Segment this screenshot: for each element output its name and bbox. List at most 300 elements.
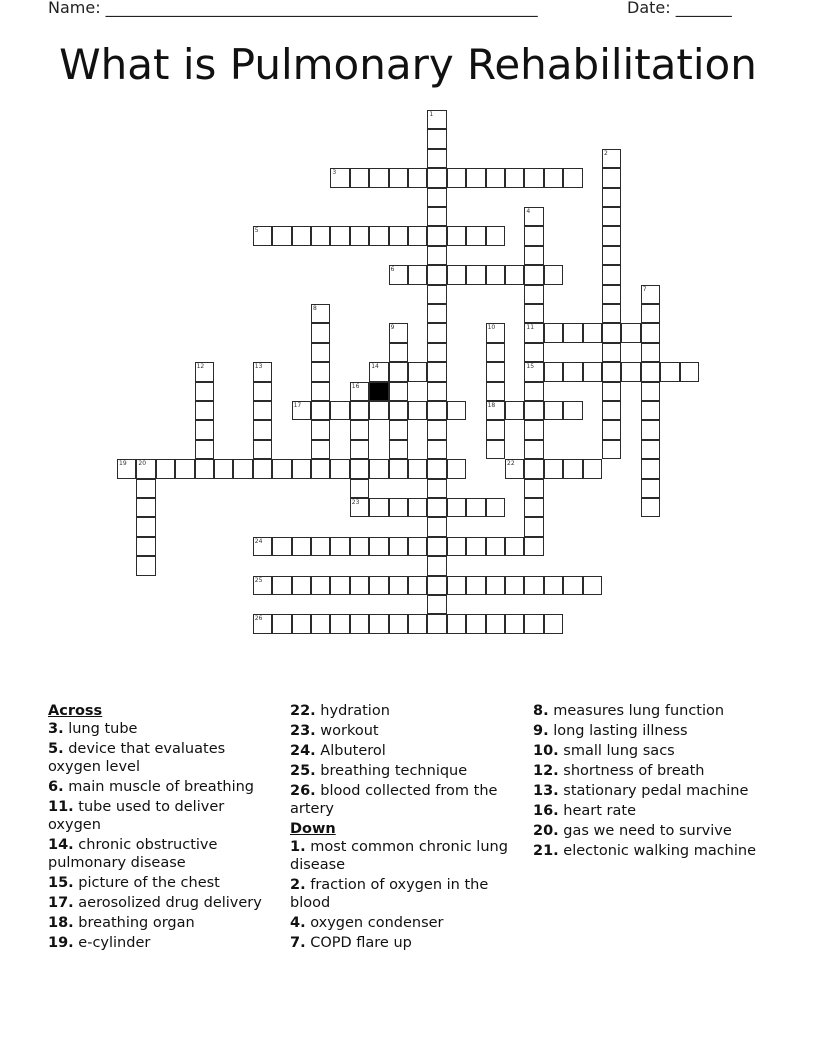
crossword-cell[interactable] — [389, 576, 408, 595]
clue-item — [533, 822, 768, 840]
crossword-cell[interactable] — [292, 614, 311, 633]
crossword-cell[interactable] — [311, 382, 330, 401]
crossword-cell[interactable] — [350, 440, 369, 459]
crossword-cell[interactable] — [330, 168, 349, 187]
clue-number: 22 — [507, 460, 515, 468]
crossword-cell[interactable] — [486, 401, 505, 420]
crossword-cell[interactable] — [563, 576, 582, 595]
crossword-cell[interactable] — [602, 168, 621, 187]
clue-item — [290, 782, 515, 818]
name-field[interactable]: Name: ______________________________________________________ — [48, 0, 538, 17]
clue-item — [533, 782, 768, 800]
crossword-cell[interactable] — [350, 576, 369, 595]
crossword-cell[interactable] — [447, 168, 466, 187]
crossword-cell[interactable] — [292, 226, 311, 245]
crossword-cell[interactable] — [524, 226, 543, 245]
crossword-cell[interactable] — [466, 498, 485, 517]
crossword-cell[interactable] — [641, 440, 660, 459]
crossword-cell[interactable] — [583, 323, 602, 342]
crossword-cell[interactable] — [117, 459, 136, 478]
crossword-cell[interactable] — [427, 576, 446, 595]
crossword-cell[interactable] — [427, 459, 446, 478]
crossword-cell[interactable] — [350, 614, 369, 633]
page-title: What is Pulmonary Rehabilitation — [59, 40, 757, 89]
crossword-cell[interactable] — [408, 265, 427, 284]
crossword-cell[interactable] — [389, 168, 408, 187]
crossword-cell[interactable] — [408, 537, 427, 556]
crossword-cell[interactable] — [563, 362, 582, 381]
crossword-cell[interactable] — [505, 401, 524, 420]
crossword-cell[interactable] — [466, 226, 485, 245]
crossword-cell[interactable] — [427, 246, 446, 265]
crossword-cell[interactable] — [369, 226, 388, 245]
crossword-cell[interactable] — [369, 362, 388, 381]
crossword-cell[interactable] — [524, 459, 543, 478]
clue-text: main muscle of breathing — [68, 779, 254, 795]
crossword-cell[interactable] — [389, 362, 408, 381]
clue-item — [290, 876, 515, 912]
crossword-cell[interactable] — [311, 537, 330, 556]
clue-text: fraction of oxygen in the blood — [290, 877, 489, 911]
clue-text: device that evaluates oxygen level — [48, 741, 226, 775]
crossword-cell[interactable] — [389, 614, 408, 633]
crossword-cell[interactable] — [427, 498, 446, 517]
crossword-cell[interactable] — [641, 459, 660, 478]
crossword-cell[interactable] — [330, 614, 349, 633]
crossword-cell[interactable] — [680, 362, 699, 381]
crossword-cell[interactable] — [524, 614, 543, 633]
crossword-cell[interactable] — [408, 459, 427, 478]
crossword-cell[interactable] — [427, 323, 446, 342]
crossword-cell[interactable] — [447, 498, 466, 517]
crossword-cell[interactable] — [389, 537, 408, 556]
crossword-cell[interactable] — [389, 226, 408, 245]
crossword-cell[interactable] — [408, 576, 427, 595]
crossword-cell[interactable] — [389, 382, 408, 401]
crossword-cell[interactable] — [292, 537, 311, 556]
crossword-cell[interactable] — [544, 168, 563, 187]
crossword-cell[interactable] — [195, 440, 214, 459]
crossword-cell[interactable] — [524, 343, 543, 362]
clue-number: 5 — [254, 227, 259, 235]
crossword-cell[interactable] — [602, 207, 621, 226]
crossword-cell[interactable] — [195, 362, 214, 381]
clue-item — [48, 778, 273, 796]
clue-number: 12 — [196, 363, 205, 371]
crossword-cell[interactable] — [408, 226, 427, 245]
crossword-cell[interactable] — [272, 576, 291, 595]
crossword-cell[interactable] — [505, 459, 524, 478]
clue-item — [533, 742, 768, 760]
crossword-cell[interactable] — [156, 459, 175, 478]
clue-text: oxygen condenser — [310, 915, 444, 931]
crossword-cell[interactable] — [214, 459, 233, 478]
crossword-cell[interactable] — [408, 498, 427, 517]
crossword-cell[interactable] — [311, 614, 330, 633]
clue-text: breathing organ — [78, 915, 195, 931]
crossword-cell[interactable] — [466, 168, 485, 187]
crossword-cell[interactable] — [389, 265, 408, 284]
crossword-cell[interactable] — [195, 401, 214, 420]
crossword-cell[interactable] — [175, 459, 194, 478]
clue-number-label: 23. — [290, 723, 316, 739]
crossword-cell[interactable] — [427, 517, 446, 536]
crossword-cell[interactable] — [486, 420, 505, 439]
clue-text: heart rate — [563, 803, 637, 819]
crossword-cell[interactable] — [641, 401, 660, 420]
crossword-cell[interactable] — [602, 343, 621, 362]
crossword-cell[interactable] — [195, 459, 214, 478]
crossword-cell[interactable] — [253, 537, 272, 556]
clue-number: 20 — [138, 460, 147, 468]
crossword-cell[interactable] — [427, 110, 446, 129]
crossword-cell[interactable] — [505, 168, 524, 187]
crossword-cell[interactable] — [486, 537, 505, 556]
crossword-cell[interactable] — [602, 401, 621, 420]
crossword-cell[interactable] — [544, 576, 563, 595]
clue-text: e-cylinder — [78, 935, 151, 951]
crossword-cell[interactable] — [583, 576, 602, 595]
crossword-cell[interactable] — [408, 401, 427, 420]
crossword-cell[interactable] — [369, 401, 388, 420]
crossword-cell[interactable] — [136, 498, 155, 517]
crossword-cell[interactable] — [272, 226, 291, 245]
crossword-cell[interactable] — [602, 323, 621, 342]
crossword-cell[interactable] — [427, 537, 446, 556]
crossword-cell[interactable] — [641, 479, 660, 498]
clue-text: hydration — [320, 703, 390, 719]
crossword-cell[interactable] — [330, 576, 349, 595]
crossword-cell[interactable] — [486, 265, 505, 284]
clue-number: 3 — [332, 169, 337, 177]
crossword-cell[interactable] — [447, 459, 466, 478]
section-heading-across: Across — [48, 703, 103, 719]
crossword-cell[interactable] — [408, 168, 427, 187]
crossword-cell[interactable] — [389, 420, 408, 439]
crossword-cell[interactable] — [486, 440, 505, 459]
crossword-cell[interactable] — [253, 440, 272, 459]
crossword-cell[interactable] — [330, 537, 349, 556]
clue-number-label: 26. — [290, 783, 316, 799]
crossword-cell[interactable] — [136, 556, 155, 575]
crossword-cell[interactable] — [136, 459, 155, 478]
crossword-cell[interactable] — [466, 537, 485, 556]
crossword-cell[interactable] — [563, 168, 582, 187]
clue-text: shortness of breath — [563, 763, 705, 779]
crossword-cell[interactable] — [602, 440, 621, 459]
crossword-cell[interactable] — [641, 304, 660, 323]
crossword-cell[interactable] — [369, 168, 388, 187]
clue-number: 8 — [313, 305, 317, 312]
crossword-cell[interactable] — [389, 343, 408, 362]
crossword-cell[interactable] — [447, 537, 466, 556]
crossword-cell[interactable] — [389, 498, 408, 517]
clue-number: 14 — [371, 363, 379, 371]
crossword-cell[interactable] — [311, 323, 330, 342]
crossword-cell[interactable] — [602, 382, 621, 401]
crossword-cell[interactable] — [195, 382, 214, 401]
crossword-cell[interactable] — [369, 576, 388, 595]
crossword-cell[interactable] — [253, 401, 272, 420]
crossword-cell[interactable] — [505, 614, 524, 633]
crossword-cell[interactable] — [233, 459, 252, 478]
clue-number: 26 — [254, 615, 263, 623]
crossword-cell[interactable] — [505, 265, 524, 284]
clue-item — [290, 934, 515, 952]
crossword-cell[interactable] — [486, 226, 505, 245]
clue-number-label: 2. — [290, 877, 306, 893]
clue-number: 13 — [254, 363, 263, 371]
crossword-cell[interactable] — [447, 614, 466, 633]
crossword-cell[interactable] — [524, 382, 543, 401]
clue-item — [48, 720, 273, 738]
crossword-cell[interactable] — [369, 498, 388, 517]
crossword-cell[interactable] — [253, 576, 272, 595]
crossword-cell[interactable] — [486, 498, 505, 517]
crossword-cell[interactable] — [427, 168, 446, 187]
crossword-cell[interactable] — [427, 401, 446, 420]
crossword-cell[interactable] — [486, 614, 505, 633]
crossword-cell[interactable] — [369, 459, 388, 478]
crossword-cell[interactable] — [311, 304, 330, 323]
clue-text: Albuterol — [320, 743, 386, 759]
clue-number-label: 19. — [48, 935, 74, 951]
crossword-cell[interactable] — [272, 459, 291, 478]
crossword-cell[interactable] — [389, 401, 408, 420]
crossword-cell[interactable] — [602, 188, 621, 207]
clue-number-label: 6. — [48, 779, 64, 795]
crossword-cell[interactable] — [524, 285, 543, 304]
crossword-cell[interactable] — [602, 362, 621, 381]
clue-item — [290, 762, 515, 780]
crossword-block — [369, 382, 388, 401]
crossword-cell[interactable] — [544, 323, 563, 342]
crossword-cell[interactable] — [602, 226, 621, 245]
section-heading-down: Down — [290, 821, 336, 837]
clue-number-label: 12. — [533, 763, 559, 779]
crossword-cell[interactable] — [311, 459, 330, 478]
clue-item — [48, 894, 273, 912]
clue-text: stationary pedal machine — [563, 783, 749, 799]
crossword-cell[interactable] — [602, 149, 621, 168]
crossword-cell[interactable] — [253, 459, 272, 478]
crossword-cell[interactable] — [195, 420, 214, 439]
crossword-cell[interactable] — [427, 207, 446, 226]
crossword-cell[interactable] — [292, 401, 311, 420]
crossword-cell[interactable] — [427, 129, 446, 148]
crossword-cell[interactable] — [427, 382, 446, 401]
crossword-cell[interactable] — [427, 362, 446, 381]
clue-item — [290, 914, 515, 932]
clue-number: 4 — [526, 208, 531, 215]
crossword-cell[interactable] — [136, 517, 155, 536]
crossword-cell[interactable] — [524, 246, 543, 265]
crossword-cell[interactable] — [524, 207, 543, 226]
crossword-cell[interactable] — [369, 537, 388, 556]
crossword-cell[interactable] — [253, 226, 272, 245]
crossword-cell[interactable] — [253, 362, 272, 381]
crossword-cell[interactable] — [466, 576, 485, 595]
crossword-cell[interactable] — [660, 362, 679, 381]
clue-item — [290, 838, 515, 874]
crossword-cell[interactable] — [311, 576, 330, 595]
crossword-cell[interactable] — [641, 343, 660, 362]
crossword-cell[interactable] — [641, 420, 660, 439]
clue-number: 1 — [429, 111, 434, 118]
crossword-cell[interactable] — [311, 401, 330, 420]
crossword-cell[interactable] — [544, 265, 563, 284]
crossword-cell[interactable] — [505, 576, 524, 595]
crossword-cell[interactable] — [330, 459, 349, 478]
crossword-cell[interactable] — [505, 537, 524, 556]
crossword-cell[interactable] — [524, 304, 543, 323]
crossword-cell[interactable] — [427, 188, 446, 207]
crossword-cell[interactable] — [544, 401, 563, 420]
crossword-cell[interactable] — [641, 498, 660, 517]
crossword-cell[interactable] — [330, 226, 349, 245]
crossword-cell[interactable] — [486, 382, 505, 401]
crossword-cell[interactable] — [350, 226, 369, 245]
crossword-cell[interactable] — [427, 226, 446, 245]
crossword-cell[interactable] — [350, 459, 369, 478]
crossword-cell[interactable] — [272, 614, 291, 633]
crossword-cell[interactable] — [602, 304, 621, 323]
crossword-cell[interactable] — [486, 323, 505, 342]
crossword-cell[interactable] — [311, 440, 330, 459]
crossword-cell[interactable] — [427, 614, 446, 633]
crossword-cell[interactable] — [311, 420, 330, 439]
crossword-cell[interactable] — [641, 323, 660, 342]
crossword-cell[interactable] — [272, 537, 291, 556]
crossword-cell[interactable] — [524, 440, 543, 459]
crossword-cell[interactable] — [427, 285, 446, 304]
crossword-cell[interactable] — [350, 420, 369, 439]
crossword-cell[interactable] — [408, 614, 427, 633]
crossword-cell[interactable] — [427, 304, 446, 323]
crossword-cell[interactable] — [602, 265, 621, 284]
crossword-cell[interactable] — [427, 556, 446, 575]
crossword-cell[interactable] — [524, 401, 543, 420]
crossword-cell[interactable] — [427, 343, 446, 362]
crossword-cell[interactable] — [427, 420, 446, 439]
crossword-cell[interactable] — [369, 614, 388, 633]
crossword-cell[interactable] — [486, 343, 505, 362]
clue-number: 6 — [390, 266, 395, 274]
crossword-cell[interactable] — [641, 285, 660, 304]
crossword-cell[interactable] — [350, 537, 369, 556]
clue-item — [48, 836, 273, 872]
crossword-cell[interactable] — [621, 323, 640, 342]
crossword-cell[interactable] — [350, 479, 369, 498]
crossword-cell[interactable] — [447, 265, 466, 284]
crossword-cell[interactable] — [447, 576, 466, 595]
crossword-cell[interactable] — [427, 440, 446, 459]
clue-number: 2 — [604, 149, 608, 157]
crossword-cell[interactable] — [486, 168, 505, 187]
clue-column-2 — [290, 702, 515, 954]
crossword-cell[interactable] — [524, 323, 543, 342]
crossword-cell[interactable] — [350, 498, 369, 517]
clue-text: tube used to deliver oxygen — [48, 799, 225, 833]
clue-text: chronic obstructive pulmonary disease — [48, 837, 218, 871]
crossword-cell[interactable] — [389, 440, 408, 459]
crossword-cell[interactable] — [641, 382, 660, 401]
crossword-cell[interactable] — [447, 226, 466, 245]
clue-number-label: 24. — [290, 743, 316, 759]
crossword-cell[interactable] — [466, 614, 485, 633]
clue-item — [48, 874, 273, 892]
crossword-cell[interactable] — [427, 479, 446, 498]
crossword-cell[interactable] — [583, 459, 602, 478]
crossword-cell[interactable] — [253, 420, 272, 439]
crossword-cell[interactable] — [292, 459, 311, 478]
crossword-cell[interactable] — [544, 362, 563, 381]
crossword-cell[interactable] — [486, 576, 505, 595]
crossword-cell[interactable] — [544, 614, 563, 633]
crossword-cell[interactable] — [524, 517, 543, 536]
clue-text: workout — [320, 723, 379, 739]
crossword-cell[interactable] — [524, 168, 543, 187]
crossword-cell[interactable] — [408, 362, 427, 381]
crossword-cell[interactable] — [292, 576, 311, 595]
clue-item — [533, 802, 768, 820]
crossword-cell[interactable] — [602, 420, 621, 439]
clue-text: picture of the chest — [78, 875, 220, 891]
crossword-cell[interactable] — [311, 343, 330, 362]
crossword-cell[interactable] — [253, 382, 272, 401]
crossword-cell[interactable] — [524, 479, 543, 498]
crossword-cell[interactable] — [524, 576, 543, 595]
crossword-cell[interactable] — [524, 362, 543, 381]
crossword-cell[interactable] — [602, 246, 621, 265]
clue-number-label: 10. — [533, 743, 559, 759]
crossword-cell[interactable] — [621, 362, 640, 381]
crossword-cell[interactable] — [330, 401, 349, 420]
crossword-cell[interactable] — [427, 595, 446, 614]
crossword-cell[interactable] — [311, 226, 330, 245]
crossword-cell[interactable] — [486, 362, 505, 381]
crossword-cell[interactable] — [641, 362, 660, 381]
crossword-cell[interactable] — [389, 459, 408, 478]
crossword-cell[interactable] — [524, 498, 543, 517]
crossword-cell[interactable] — [350, 401, 369, 420]
crossword-cell[interactable] — [563, 323, 582, 342]
clue-item — [290, 742, 515, 760]
crossword-cell[interactable] — [427, 149, 446, 168]
crossword-cell[interactable] — [350, 168, 369, 187]
crossword-cell[interactable] — [427, 265, 446, 284]
crossword-cell[interactable] — [350, 382, 369, 401]
crossword-cell[interactable] — [524, 265, 543, 284]
crossword-cell[interactable] — [602, 285, 621, 304]
crossword-cell[interactable] — [311, 362, 330, 381]
crossword-cell[interactable] — [563, 401, 582, 420]
crossword-cell[interactable] — [544, 459, 563, 478]
crossword-cell[interactable] — [136, 479, 155, 498]
crossword-cell[interactable] — [524, 537, 543, 556]
crossword-cell[interactable] — [466, 265, 485, 284]
crossword-cell[interactable] — [563, 459, 582, 478]
crossword-cell[interactable] — [447, 401, 466, 420]
clue-number: 25 — [254, 576, 263, 584]
crossword-cell[interactable] — [524, 420, 543, 439]
crossword-cell[interactable] — [583, 362, 602, 381]
date-field[interactable]: Date: _______ — [627, 0, 732, 17]
crossword-cell[interactable] — [253, 614, 272, 633]
clue-number-label: 21. — [533, 843, 559, 859]
crossword-cell[interactable] — [136, 537, 155, 556]
crossword-cell[interactable] — [389, 323, 408, 342]
